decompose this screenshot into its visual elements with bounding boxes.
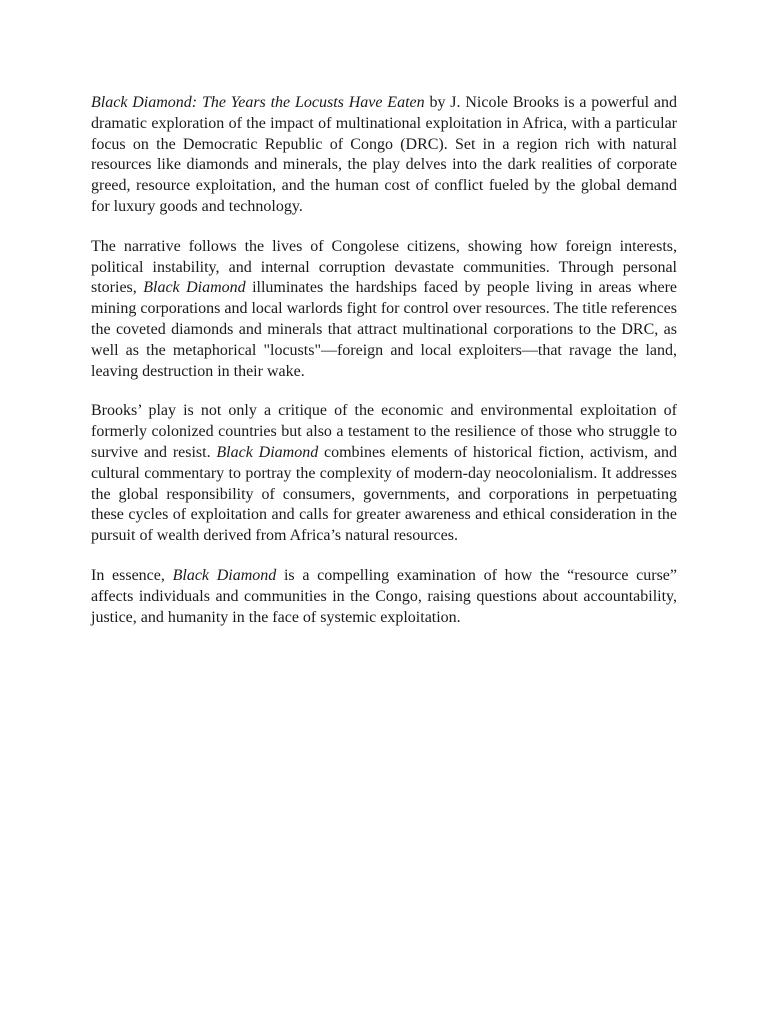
paragraph-text: The narrative follows the lives of Congolese citizens, showing how foreign interests, political instability, and internal corruption devastate communities. Through personal stories, xyxy=(91,237,677,297)
paragraph-text: is a compelling examination of how the “resource curse” affects individuals and communities in the Congo, raising questions about accountability, justice, and humanity in the face of systemic exploitation. xyxy=(91,566,678,626)
paragraph-conclusion xyxy=(91,566,677,628)
play-title: Black Diamond xyxy=(143,279,246,297)
paragraph-intro xyxy=(91,93,677,218)
paragraph-text: Brooks’ play is not only a critique of the economic and environmental exploitation of formerly colonized countries but also a testament to the resilience of those who struggle to survive and resist. xyxy=(91,402,677,461)
paragraph-text: by J. Nicole Brooks is a powerful and dramatic exploration of the impact of multinational exploitation in Africa, with a particular focus on the Democratic Republic of Congo (DRC). Set in a region rich with natural resources like diamonds and minerals, the play delves into the dark realities of corporate greed, resource exploitation, and the human cost of conflict fueled by the global demand for luxury goods and technology. xyxy=(91,94,678,215)
paragraph-text: In essence, xyxy=(91,566,173,584)
paragraph-critique xyxy=(91,401,677,547)
paragraph-text: illuminates the hardships faced by people living in areas where mining corporations and local warlords fight for control over resources. The title references the coveted diamonds and minerals that attract multinational corporations to the DRC, as well as the metaphorical "locusts"—foreign and local exploiters—that ravage the land, leaving destruction in their wake. xyxy=(91,279,677,380)
play-title: Black Diamond: The Years the Locusts Have Eaten xyxy=(91,94,425,111)
play-title: Black Diamond xyxy=(172,566,277,584)
play-title: Black Diamond xyxy=(216,443,319,461)
document-body xyxy=(91,93,677,647)
paragraph-text: combines elements of historical fiction, activism, and cultural commentary to portray the complexity of modern-day neocolonialism. It addresses the global responsibility of consumers, governments, and corporations in perpetuating these cycles of exploitation and calls for greater awareness and ethical consideration in the pursuit of wealth derived from Africa’s natural resources. xyxy=(91,443,677,545)
paragraph-narrative xyxy=(91,237,677,383)
